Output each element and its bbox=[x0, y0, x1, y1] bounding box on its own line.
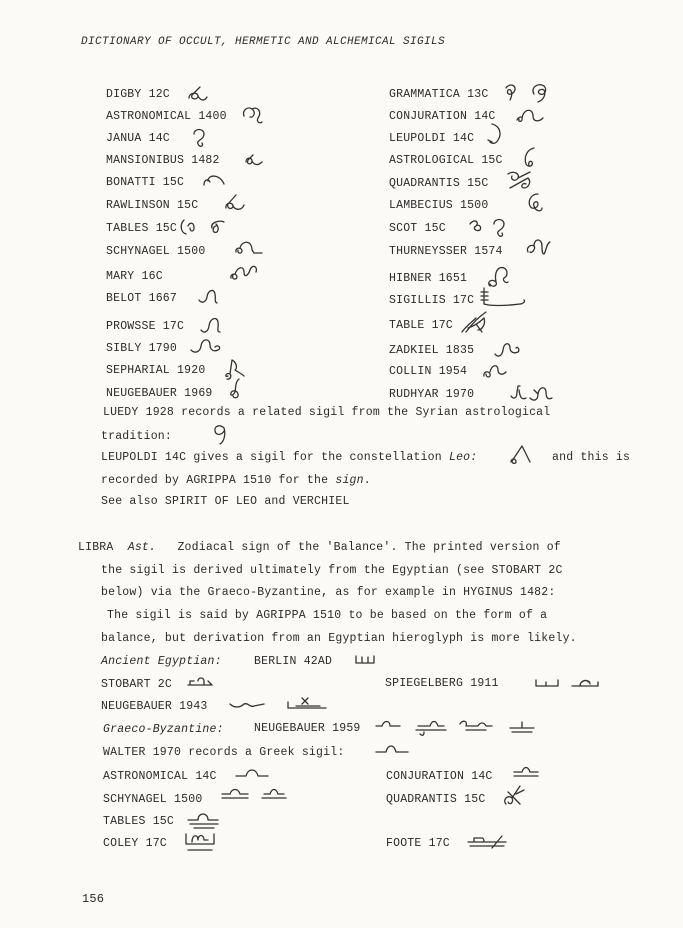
libra-sigil bbox=[218, 784, 292, 804]
graeco-byzantine-label: Graeco-Byzantine: bbox=[103, 723, 224, 736]
list-item: TABLES 15C bbox=[103, 815, 175, 828]
list-item: GRAMMATICA 13C bbox=[389, 88, 489, 101]
agrippa-note bbox=[101, 474, 371, 487]
leo-sigil bbox=[480, 358, 510, 382]
leupoldi-note-text: LEUPOLDI 14C gives a sigil for the constellation bbox=[101, 451, 449, 464]
libra-sigil bbox=[354, 652, 376, 666]
libra-sigil bbox=[374, 716, 540, 738]
leo-sigil bbox=[466, 214, 514, 246]
list-item: SIBLY 1790 bbox=[106, 342, 178, 355]
see-also: See also SPIRIT OF LEO and VERCHIEL bbox=[101, 495, 350, 508]
libra-sigil bbox=[500, 782, 528, 812]
list-item: FOOTE 17C bbox=[386, 837, 450, 850]
agrippa-note-end: . bbox=[363, 474, 371, 487]
leo-sigil bbox=[458, 308, 494, 338]
constellation-leo-sigil bbox=[508, 442, 536, 468]
list-item: COLLIN 1954 bbox=[389, 365, 468, 378]
list-item: PROWSSE 17C bbox=[106, 320, 185, 333]
leo-sigil bbox=[243, 152, 265, 168]
list-item: NEUGEBAUER 1959 bbox=[254, 722, 361, 735]
libra-entry-line-1 bbox=[78, 541, 561, 554]
leo-word: Leo: bbox=[448, 451, 478, 464]
page-number: 156 bbox=[82, 892, 105, 906]
egyptian-label: Ancient Egyptian: bbox=[101, 655, 222, 668]
list-item: MANSIONIBUS 1482 bbox=[106, 154, 220, 167]
libra-entry-line-3: below) via the Graeco-Byzantine, as for example in HYGINUS 1482: bbox=[101, 586, 556, 599]
list-item: ASTRONOMICAL 1400 bbox=[106, 110, 227, 123]
entry-definition: Zodiacal sign of the 'Balance'. The printed version of bbox=[177, 541, 561, 554]
list-item: THURNEYSSER 1574 bbox=[389, 245, 503, 258]
list-item: QUADRANTIS 15C bbox=[389, 177, 489, 190]
libra-entry-line-2: the sigil is derived ultimately from the Egyptian (see STOBART 2C bbox=[101, 564, 563, 577]
entry-abbreviation: Ast. bbox=[127, 541, 157, 554]
leo-sigil bbox=[524, 190, 546, 218]
leo-sigil bbox=[228, 260, 260, 284]
list-item: LAMBECIUS 1500 bbox=[389, 199, 489, 212]
leo-sigil bbox=[198, 310, 226, 336]
running-header: DICTIONARY OF OCCULT, HERMETIC AND ALCHEMICAL SIGILS bbox=[81, 36, 446, 48]
libra-sigil bbox=[534, 674, 604, 690]
libra-sigil bbox=[466, 832, 510, 852]
list-item: LEUPOLDI 14C bbox=[389, 132, 475, 145]
list-item: BELOT 1667 bbox=[106, 292, 178, 305]
syrian-leo-sigil bbox=[210, 422, 230, 446]
agrippa-note-text: recorded by AGRIPPA 1510 for the bbox=[101, 474, 336, 487]
list-item: STOBART 2C bbox=[101, 678, 173, 691]
leo-sigil bbox=[508, 380, 556, 406]
luedy-note-line-2: tradition: bbox=[101, 430, 173, 443]
list-item: ZADKIEL 1835 bbox=[389, 344, 475, 357]
leupoldi-note-end: and this is bbox=[552, 451, 631, 464]
luedy-note-line-1: LUEDY 1928 records a related sigil from the Syrian astrological bbox=[103, 406, 551, 419]
list-item: SEPHARIAL 1920 bbox=[106, 364, 206, 377]
list-item: TABLES 15C bbox=[106, 222, 178, 235]
leo-sigil bbox=[200, 172, 230, 188]
libra-sigil bbox=[184, 830, 220, 854]
libra-sigil bbox=[234, 762, 274, 782]
list-item: ASTROLOGICAL 15C bbox=[389, 154, 503, 167]
walter-note: WALTER 1970 records a Greek sigil: bbox=[103, 746, 345, 759]
libra-sigil bbox=[510, 762, 542, 782]
list-item: MARY 16C bbox=[106, 270, 163, 283]
leo-sigil bbox=[513, 104, 551, 126]
libra-entry-line-5: balance, but derivation from an Egyptian hieroglyph is more likely. bbox=[101, 632, 577, 645]
list-item: BONATTI 15C bbox=[106, 176, 185, 189]
leo-sigil bbox=[484, 120, 506, 148]
leo-sigil bbox=[524, 234, 554, 260]
leo-sigil bbox=[232, 238, 266, 258]
entry-heading: LIBRA bbox=[78, 541, 114, 554]
greek-libra-sigil bbox=[372, 740, 414, 758]
list-item: CONJURATION 14C bbox=[389, 110, 496, 123]
libra-sigil bbox=[186, 808, 222, 830]
list-item: ASTRONOMICAL 14C bbox=[103, 770, 217, 783]
list-item: QUADRANTIS 15C bbox=[386, 793, 486, 806]
leo-sigil bbox=[188, 334, 224, 356]
list-item: COLEY 17C bbox=[103, 837, 167, 850]
list-item: SPIEGELBERG 1911 bbox=[385, 677, 499, 690]
leo-sigil bbox=[226, 376, 246, 402]
list-item: RAWLINSON 15C bbox=[106, 199, 199, 212]
libra-entry-line-4: The sigil is said by AGRIPPA 1510 to be based on the form of a bbox=[107, 609, 548, 622]
leo-sigil bbox=[176, 216, 232, 238]
list-item: TABLE 17C bbox=[389, 319, 453, 332]
sign-word: sign bbox=[335, 474, 364, 487]
list-item: RUDHYAR 1970 bbox=[389, 388, 475, 401]
list-item: SIGILLIS 17C bbox=[389, 294, 475, 307]
leo-sigil bbox=[240, 102, 266, 128]
leo-sigil bbox=[492, 336, 526, 360]
libra-sigil bbox=[186, 672, 216, 688]
list-item: SCHYNAGEL 1500 bbox=[106, 245, 206, 258]
list-item: NEUGEBAUER 1969 bbox=[106, 387, 213, 400]
leo-sigil bbox=[186, 84, 210, 104]
list-item: JANUA 14C bbox=[106, 132, 170, 145]
list-item: SCHYNAGEL 1500 bbox=[103, 793, 203, 806]
list-item: BERLIN 42AD bbox=[254, 655, 333, 668]
list-item: NEUGEBAUER 1943 bbox=[101, 700, 208, 713]
list-item: CONJURATION 14C bbox=[386, 770, 493, 783]
list-item: HIBNER 1651 bbox=[389, 272, 468, 285]
libra-sigil bbox=[226, 694, 336, 712]
list-item: DIGBY 12C bbox=[106, 88, 170, 101]
leo-sigil bbox=[222, 192, 248, 214]
list-item: SCOT 15C bbox=[389, 222, 446, 235]
leupoldi-note bbox=[101, 451, 477, 464]
leo-sigil bbox=[196, 284, 222, 306]
leo-sigil bbox=[190, 126, 212, 150]
